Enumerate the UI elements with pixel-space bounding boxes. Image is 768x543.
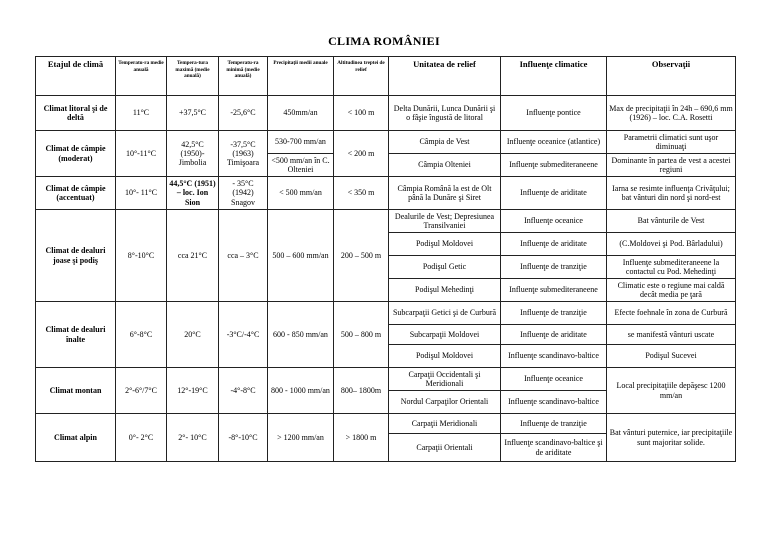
cell-temp-medie: 0°- 2°C [116,414,167,462]
cell-temp-medie: 2°-6°/7°C [116,368,167,414]
cell-precip: < 500 mm/an [268,177,334,210]
cell-unitatea: Delta Dunării, Lunca Dunării şi o fâşie îngustă de litoral [389,96,501,131]
cell-etaj: Climat de câmpie (accentuat) [36,177,116,210]
cell-temp-medie: 11°C [116,96,167,131]
header-unitatea: Unitatea de relief [389,57,501,96]
cell-precip: 800 - 1000 mm/an [268,368,334,414]
cell-precip: 500 – 600 mm/an [268,210,334,302]
cell-unitatea: Carpaţii Occidentali şi Meridionali [389,368,501,391]
cell-temp-max: 12°-19°C [167,368,219,414]
cell-precip: > 1200 mm/an [268,414,334,462]
cell-precip: 450mm/an [268,96,334,131]
cell-altitudine: > 1800 m [334,414,389,462]
cell-influente: Influenţe scandinavo-baltice şi de ariditate [501,434,607,462]
cell-influente: Influenţe oceanice (atlantice) [501,131,607,154]
cell-temp-medie: 6°-8°C [116,302,167,368]
cell-temp-min: -37,5°C (1963) Timişoara [219,131,268,177]
cell-observatii: (C.Moldovei şi Pod. Bârladului) [607,233,736,256]
header-temp-max: Tempera-tura maximă (medie anuală) [167,57,219,96]
table-row [36,210,736,233]
cell-temp-medie: 8°-10°C [116,210,167,302]
cell-temp-min: cca – 3°C [219,210,268,302]
cell-influente: Influenţe oceanice [501,368,607,391]
cell-influente: Influenţe scandinavo-baltice [501,345,607,368]
header-etaj: Etajul de climă [36,57,116,96]
cell-temp-max: 20°C [167,302,219,368]
cell-etaj: Climat de câmpie (moderat) [36,131,116,177]
cell-altitudine: 500 – 800 m [334,302,389,368]
header-influente: Influenţe climatice [501,57,607,96]
cell-temp-max: 42,5°C (1950)- Jimbolia [167,131,219,177]
cell-unitatea: Carpaţii Orientali [389,434,501,462]
cell-influente: Influenţe submediteraneene [501,279,607,302]
cell-precip: <500 mm/an în C. Olteniei [268,154,334,177]
table-row [36,177,736,210]
cell-observatii: Bat vânturi puternice, iar precipitaţiile sunt majoritar solide. [607,414,736,462]
cell-altitudine: < 100 m [334,96,389,131]
cell-unitatea: Dealurile de Vest; Depresiunea Transilvaniei [389,210,501,233]
table-row [36,414,736,434]
header-temp-medie: Temperatu-ra medie anuală [116,57,167,96]
cell-temp-medie: 10°- 11°C [116,177,167,210]
cell-influente: Influenţe de ariditate [501,233,607,256]
cell-observatii: Climatic este o regiune mai caldă decât media pe ţară [607,279,736,302]
cell-precip: 530-700 mm/an [268,131,334,154]
cell-influente: Influenţe submediteraneene [501,154,607,177]
cell-altitudine: < 200 m [334,131,389,177]
cell-influente: Influenţe de ariditate [501,177,607,210]
cell-etaj: Climat de dealuri joase şi podiş [36,210,116,302]
table-row [36,131,736,154]
page-title: CLIMA ROMÂNIEI [328,34,440,48]
cell-temp-min: -25,6°C [219,96,268,131]
cell-unitatea: Subcarpaţii Getici şi de Curbură [389,302,501,325]
cell-temp-max: cca 21°C [167,210,219,302]
header-observatii: Observaţii [607,57,736,96]
header-row [36,57,736,96]
cell-observatii: se manifestă vânturi uscate [607,325,736,345]
cell-temp-max: 2°- 10°C [167,414,219,462]
header-altitudine: Altitudinea treptei de relief [334,57,389,96]
cell-observatii: Iarna se resimte influenţa Crivăţului; bat vânturi din nord şi nord-est [607,177,736,210]
cell-observatii: Podişul Sucevei [607,345,736,368]
cell-unitatea: Nordul Carpaţilor Orientali [389,391,501,414]
cell-etaj: Climat alpin [36,414,116,462]
header-temp-min: Temperatu-ra minimă (medie anuală) [219,57,268,96]
header-precip: Precipitaţii medii anuale [268,57,334,96]
cell-unitatea: Câmpia de Vest [389,131,501,154]
cell-temp-min: -4°-8°C [219,368,268,414]
cell-altitudine: < 350 m [334,177,389,210]
cell-unitatea: Câmpia Română la est de Olt până la Dunăre şi Siret [389,177,501,210]
cell-altitudine: 800– 1800m [334,368,389,414]
cell-precip: 600 - 850 mm/an [268,302,334,368]
cell-unitatea: Podişul Moldovei [389,233,501,256]
cell-altitudine: 200 – 500 m [334,210,389,302]
cell-etaj: Climat litoral şi de deltă [36,96,116,131]
cell-unitatea: Podişul Getic [389,256,501,279]
table-row [36,302,736,325]
cell-observatii: Bat vânturile de Vest [607,210,736,233]
cell-temp-max: 44,5°C (1951) – loc. Ion Sion [167,177,219,210]
cell-unitatea: Câmpia Olteniei [389,154,501,177]
cell-temp-min: -8°-10°C [219,414,268,462]
cell-influente: Influenţe de tranziţie [501,414,607,434]
cell-unitatea: Subcarpaţii Moldovei [389,325,501,345]
table-row [36,368,736,391]
cell-temp-medie: 10°-11°C [116,131,167,177]
cell-observatii: Efecte foehnale în zona de Curbură [607,302,736,325]
cell-etaj: Climat montan [36,368,116,414]
cell-influente: Influenţe scandinavo-baltice [501,391,607,414]
cell-unitatea: Podişul Mehedinţi [389,279,501,302]
cell-observatii: Dominante în partea de vest a acestei regiuni [607,154,736,177]
cell-temp-max: +37,5°C [167,96,219,131]
cell-unitatea: Podişul Moldovei [389,345,501,368]
cell-influente: Influenţe pontice [501,96,607,131]
cell-influente: Influenţe de tranziţie [501,256,607,279]
cell-unitatea: Carpaţii Meridionali [389,414,501,434]
cell-observatii: Influenţe submediteraneene la contactul cu Pod. Mehedinţi [607,256,736,279]
cell-observatii: Parametrii climatici sunt uşor diminuaţi [607,131,736,154]
cell-temp-min: -3°C/-4°C [219,302,268,368]
cell-influente: Influenţe de tranziţie [501,302,607,325]
cell-observatii: Max de precipitaţii în 24h – 690,6 mm (1926) – loc. C.A. Rosetti [607,96,736,131]
cell-temp-min: - 35°C (1942) Snagov [219,177,268,210]
table-row [36,96,736,131]
cell-observatii: Local precipitaţiile depăşesc 1200 mm/an [607,368,736,414]
cell-etaj: Climat de dealuri înalte [36,302,116,368]
climate-table [35,56,736,462]
cell-influente: Influenţe de ariditate [501,325,607,345]
cell-influente: Influenţe oceanice [501,210,607,233]
